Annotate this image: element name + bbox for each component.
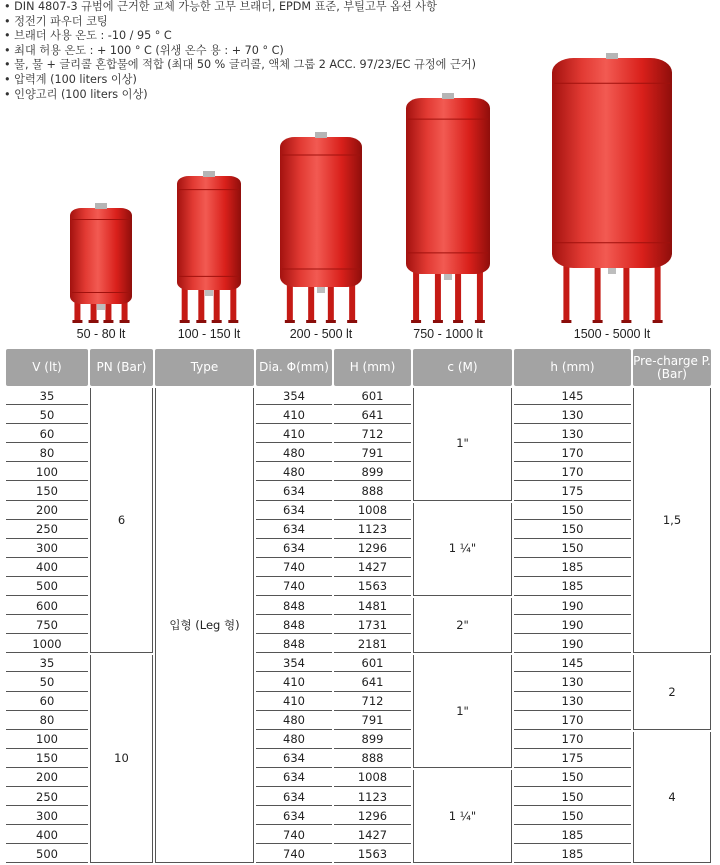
cell-diameter: 740 <box>256 560 332 577</box>
cell-height: 1008 <box>334 503 411 520</box>
tank-leg <box>287 283 293 322</box>
cell-height: 888 <box>334 483 411 500</box>
tank-valve <box>315 132 327 138</box>
cell-height: 1427 <box>334 827 411 844</box>
bullet-item: • 정전기 파우더 코팅 <box>4 14 108 28</box>
cell-volume: 150 <box>6 751 88 768</box>
cell-diameter: 634 <box>256 808 332 825</box>
cell-diameter: 354 <box>256 388 332 405</box>
cell-diameter: 410 <box>256 426 332 443</box>
cell-diameter: 480 <box>256 445 332 462</box>
cell-h: 175 <box>514 483 631 500</box>
cell-h: 130 <box>514 694 631 711</box>
cell-h: 150 <box>514 808 631 825</box>
cell-height: 791 <box>334 445 411 462</box>
cell-height: 1481 <box>334 598 411 615</box>
cell-volume: 400 <box>6 827 88 844</box>
tank-label: 100 - 150 lt <box>177 327 241 341</box>
cell-connection: 2" <box>413 598 512 653</box>
cell-volume: 300 <box>6 541 88 558</box>
cell-precharge: 4 <box>633 732 711 864</box>
header-diameter: Dia. Φ(mm) <box>256 349 332 386</box>
tank-leg <box>74 300 80 322</box>
cell-volume: 100 <box>6 732 88 749</box>
bullet-item: • DIN 4807-3 규범에 근거한 교체 가능한 고무 브래더, EPDM 표준, 부틸고무 옵션 사항 <box>4 0 437 13</box>
tank-leg <box>214 286 220 322</box>
cell-h: 150 <box>514 522 631 539</box>
header-precharge: Pre-charge P. (Bar) <box>633 349 711 386</box>
cell-volume: 60 <box>6 426 88 443</box>
cell-h: 170 <box>514 445 631 462</box>
cell-pn: 6 <box>90 388 153 653</box>
cell-diameter: 740 <box>256 846 332 863</box>
bullet-item: • 인양고리 (100 liters 이상) <box>4 87 148 101</box>
cell-height: 2181 <box>334 636 411 653</box>
tank-1 <box>70 203 132 323</box>
cell-volume: 400 <box>6 560 88 577</box>
cell-volume: 200 <box>6 770 88 787</box>
cell-height: 791 <box>334 713 411 730</box>
cell-volume: 600 <box>6 598 88 615</box>
cell-height: 712 <box>334 426 411 443</box>
cell-diameter: 634 <box>256 541 332 558</box>
cell-diameter: 480 <box>256 464 332 481</box>
cell-volume: 35 <box>6 655 88 672</box>
cell-height: 712 <box>334 694 411 711</box>
table-header-row <box>6 349 711 386</box>
cell-h: 170 <box>514 464 631 481</box>
cell-height: 1123 <box>334 522 411 539</box>
table-row <box>6 388 711 405</box>
cell-height: 641 <box>334 407 411 424</box>
cell-connection: 1 ¼" <box>413 503 512 596</box>
cell-h: 175 <box>514 751 631 768</box>
tank-valve <box>203 171 215 177</box>
cell-h: 150 <box>514 541 631 558</box>
cell-volume: 80 <box>6 713 88 730</box>
cell-h: 185 <box>514 846 631 863</box>
tank-label: 750 - 1000 lt <box>413 327 483 341</box>
cell-h: 130 <box>514 426 631 443</box>
cell-diameter: 410 <box>256 694 332 711</box>
cell-diameter: 634 <box>256 522 332 539</box>
cell-h: 145 <box>514 655 631 672</box>
tank-body <box>177 176 241 290</box>
table-row <box>6 655 711 672</box>
cell-h: 185 <box>514 579 631 596</box>
cell-h: 170 <box>514 732 631 749</box>
cell-diameter: 410 <box>256 407 332 424</box>
cell-connection: 1" <box>413 655 512 768</box>
tank-leg <box>105 300 111 322</box>
cell-h: 185 <box>514 560 631 577</box>
tank-leg <box>455 270 461 322</box>
tank-leg <box>623 264 629 322</box>
tank-leg <box>308 283 314 322</box>
cell-diameter: 480 <box>256 713 332 730</box>
cell-height: 1123 <box>334 789 411 806</box>
cell-diameter: 634 <box>256 789 332 806</box>
tank-valve <box>95 203 107 209</box>
tank-4 <box>406 93 490 323</box>
bullet-item: • 브래더 사용 온도 : -10 / 95 ° C <box>4 29 172 43</box>
tank-label: 1500 - 5000 lt <box>573 327 651 341</box>
cell-h: 185 <box>514 827 631 844</box>
cell-volume: 150 <box>6 483 88 500</box>
tank-leg <box>122 300 128 322</box>
cell-volume: 500 <box>6 579 88 596</box>
cell-diameter: 634 <box>256 483 332 500</box>
tank-leg <box>595 264 601 322</box>
tank-label: 50 - 80 lt <box>76 327 126 341</box>
cell-height: 1296 <box>334 808 411 825</box>
cell-diameter: 480 <box>256 732 332 749</box>
cell-volume: 100 <box>6 464 88 481</box>
cell-volume: 200 <box>6 503 88 520</box>
cell-h: 130 <box>514 674 631 691</box>
cell-volume: 35 <box>6 388 88 405</box>
cell-h: 190 <box>514 636 631 653</box>
cell-diameter: 848 <box>256 636 332 653</box>
tank-leg <box>198 286 204 322</box>
cell-height: 1731 <box>334 617 411 634</box>
cell-height: 888 <box>334 751 411 768</box>
tank-leg <box>349 283 355 322</box>
cell-diameter: 354 <box>256 655 332 672</box>
bullet-item: • 물, 물 + 글리콜 혼합물에 적합 (최대 50 % 글리콜, 액체 그룹 2 ACC. 97/23/EC 규정에 근거) <box>4 58 476 72</box>
cell-height: 1008 <box>334 770 411 787</box>
cell-h: 145 <box>514 388 631 405</box>
cell-volume: 50 <box>6 674 88 691</box>
cell-h: 150 <box>514 503 631 520</box>
cell-diameter: 634 <box>256 770 332 787</box>
cell-diameter: 848 <box>256 598 332 615</box>
tank-body <box>280 137 362 287</box>
tank-leg <box>91 300 97 322</box>
tank-leg <box>328 283 334 322</box>
cell-height: 1427 <box>334 560 411 577</box>
cell-diameter: 634 <box>256 751 332 768</box>
cell-diameter: 410 <box>256 674 332 691</box>
tank-leg <box>230 286 236 322</box>
cell-diameter: 634 <box>256 503 332 520</box>
cell-type: 입형 (Leg 형) <box>155 388 254 863</box>
header-volume: V (lt) <box>6 349 88 386</box>
tank-leg <box>563 264 569 322</box>
header-h: h (mm) <box>514 349 631 386</box>
bullet-item: • 압력계 (100 liters 이상) <box>4 72 137 86</box>
tank-leg <box>182 286 188 322</box>
cell-height: 899 <box>334 732 411 749</box>
tank-2 <box>177 171 241 323</box>
feature-list <box>4 0 720 102</box>
tank-leg <box>655 264 661 322</box>
cell-h: 190 <box>514 617 631 634</box>
cell-volume: 500 <box>6 846 88 863</box>
tank-body <box>70 208 132 304</box>
cell-connection: 1 ¼" <box>413 770 512 863</box>
cell-height: 601 <box>334 388 411 405</box>
header-pn: PN (Bar) <box>90 349 153 386</box>
tank-leg <box>435 270 441 322</box>
cell-precharge: 1,5 <box>633 388 711 653</box>
cell-diameter: 740 <box>256 827 332 844</box>
cell-pn: 10 <box>90 655 153 863</box>
cell-height: 1563 <box>334 579 411 596</box>
header-height: H (mm) <box>334 349 411 386</box>
cell-height: 1296 <box>334 541 411 558</box>
cell-volume: 250 <box>6 789 88 806</box>
cell-volume: 80 <box>6 445 88 462</box>
cell-volume: 750 <box>6 617 88 634</box>
header-connection: c (M) <box>413 349 512 386</box>
tank-body <box>406 98 490 274</box>
header-type: Type <box>155 349 254 386</box>
cell-volume: 1000 <box>6 636 88 653</box>
spec-table <box>4 347 713 865</box>
cell-height: 899 <box>334 464 411 481</box>
cell-h: 130 <box>514 407 631 424</box>
tank-leg <box>413 270 419 322</box>
tank-label: 200 - 500 lt <box>289 327 353 341</box>
cell-volume: 60 <box>6 694 88 711</box>
cell-precharge: 2 <box>633 655 711 729</box>
cell-diameter: 740 <box>256 579 332 596</box>
cell-height: 1563 <box>334 846 411 863</box>
tank-3 <box>280 132 362 323</box>
cell-connection: 1" <box>413 388 512 501</box>
cell-diameter: 848 <box>256 617 332 634</box>
cell-h: 170 <box>514 713 631 730</box>
cell-height: 641 <box>334 674 411 691</box>
cell-h: 190 <box>514 598 631 615</box>
bullet-item: • 최대 허용 온도 : + 100 ° C (위생 온수 용 : + 70 ° C) <box>4 43 284 57</box>
cell-volume: 250 <box>6 522 88 539</box>
cell-volume: 300 <box>6 808 88 825</box>
cell-volume: 50 <box>6 407 88 424</box>
tank-leg <box>477 270 483 322</box>
cell-h: 150 <box>514 770 631 787</box>
cell-height: 601 <box>334 655 411 672</box>
cell-h: 150 <box>514 789 631 806</box>
